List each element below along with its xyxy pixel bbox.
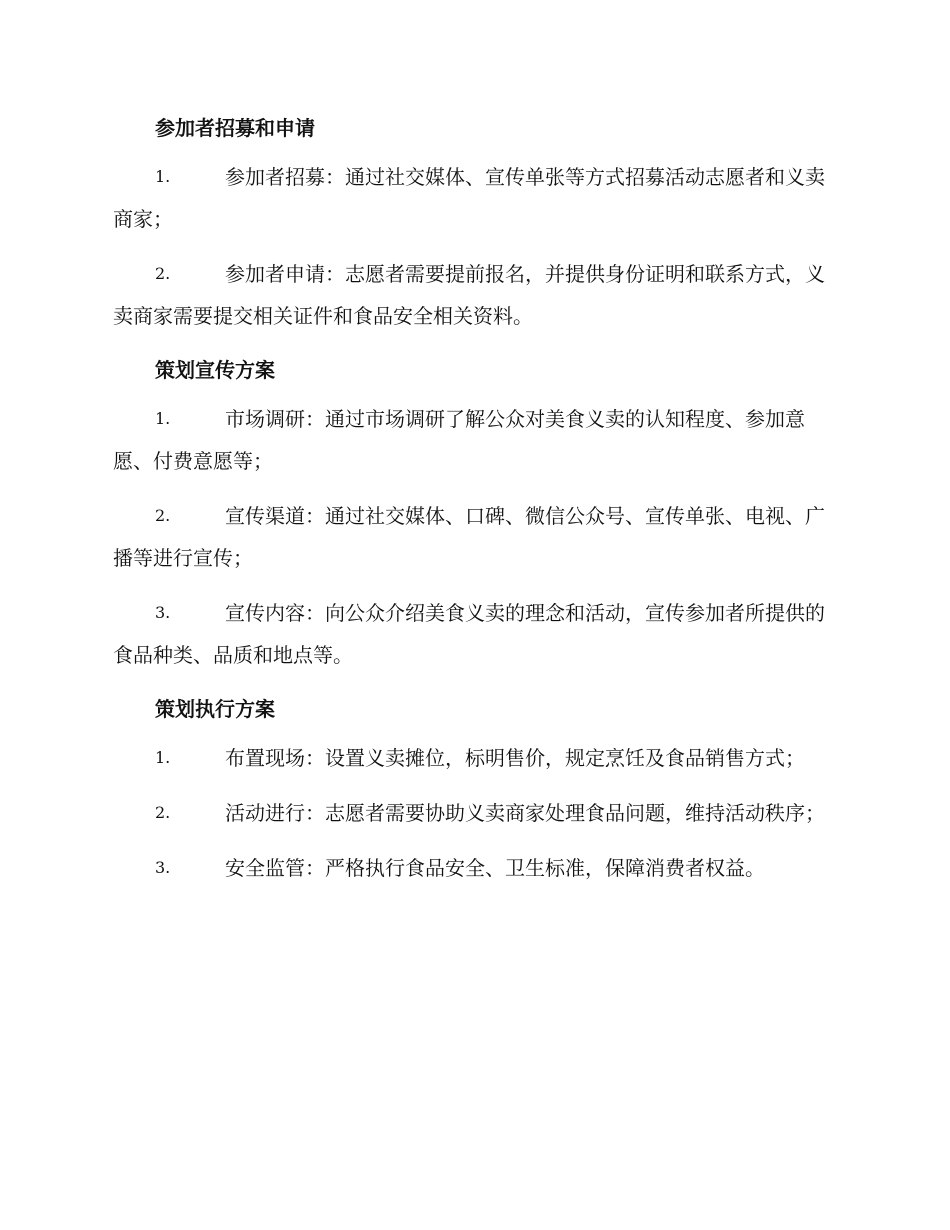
list-number: 1. — [155, 409, 171, 428]
list-item-text: 安全监管：严格执行食品安全、卫生标准，保障消费者权益。 — [225, 856, 765, 880]
list-number: 2. — [155, 506, 171, 525]
list-number: 3. — [155, 603, 171, 622]
list-item — [113, 253, 838, 337]
list-item-text: 参加者招募：通过社交媒体、宣传单张等方式招募活动志愿者和义卖商家； — [113, 165, 825, 231]
list-item-text: 宣传内容：向公众介绍美食义卖的理念和活动，宣传参加者所提供的食品种类、品质和地点等。 — [113, 601, 825, 667]
section-heading: 策划宣传方案 — [155, 358, 275, 382]
list-item-text: 活动进行：志愿者需要协助义卖商家处理食品问题，维持活动秩序； — [225, 801, 825, 825]
section-promotion — [113, 350, 838, 676]
list-item — [113, 156, 838, 240]
list-item-text: 布置现场：设置义卖摊位，标明售价，规定烹饪及食品销售方式； — [225, 746, 805, 770]
list-item-text: 宣传渠道：通过社交媒体、口碑、微信公众号、宣传单张、电视、广播等进行宣传； — [113, 504, 825, 570]
list-item-text: 市场调研：通过市场调研了解公众对美食义卖的认知程度、参加意愿、付费意愿等； — [113, 407, 805, 473]
list-number: 2. — [155, 264, 171, 283]
list-item — [113, 398, 838, 482]
list-item — [113, 592, 838, 676]
list-number: 1. — [155, 748, 171, 767]
list-number: 3. — [155, 858, 171, 877]
section-execution — [113, 689, 838, 889]
list-item — [113, 495, 838, 579]
list-number: 2. — [155, 803, 171, 822]
list-item-text: 参加者申请：志愿者需要提前报名，并提供身份证明和联系方式，义卖商家需要提交相关证件和食品安全相关资料。 — [113, 262, 825, 328]
list-item — [113, 847, 838, 889]
document-body — [113, 108, 838, 902]
section-heading: 策划执行方案 — [155, 697, 275, 721]
list-number: 1. — [155, 167, 171, 186]
section-heading: 参加者招募和申请 — [155, 116, 315, 140]
section-recruitment — [113, 108, 838, 337]
list-item — [113, 737, 838, 779]
list-item — [113, 792, 838, 834]
